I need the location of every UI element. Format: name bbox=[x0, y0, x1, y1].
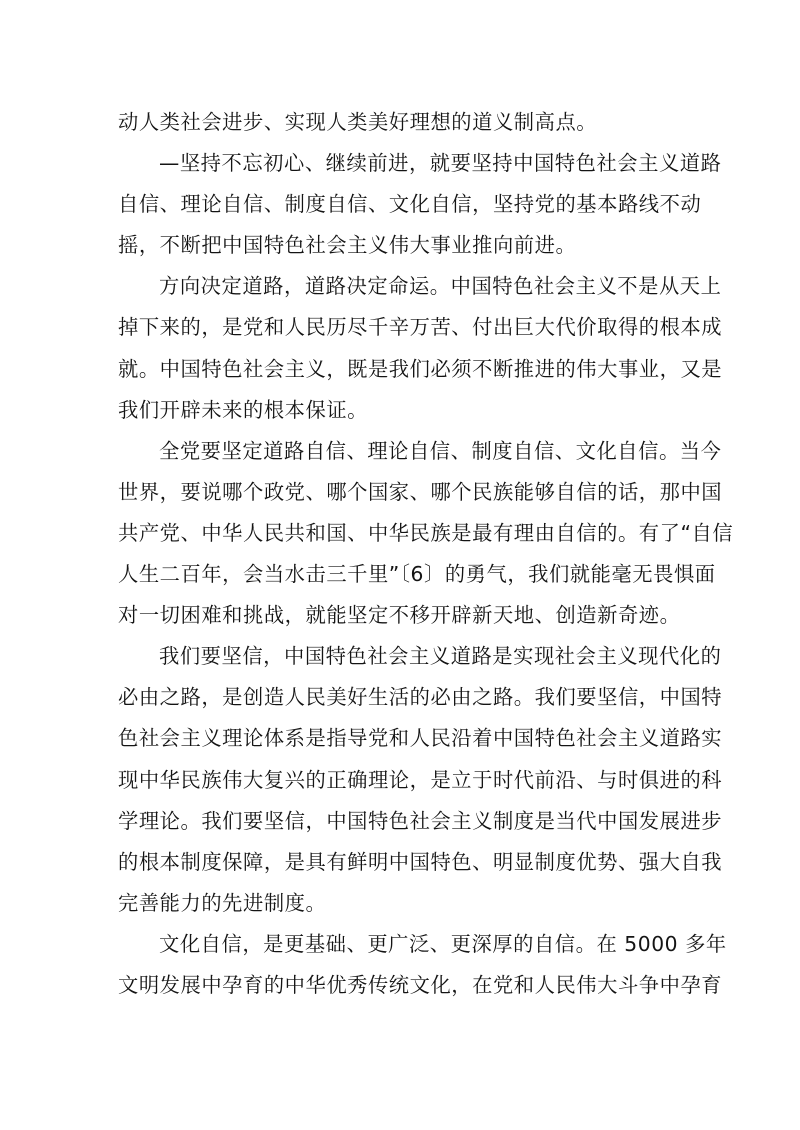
text-line: 完善能力的先进制度。 bbox=[118, 890, 327, 915]
paragraph-first-line: 我们要坚信，中国特色社会主义道路是实现社会主义现代化的 bbox=[159, 644, 722, 669]
text-line: 掉下来的，是党和人民历尽千辛万苦、付出巨大代价取得的根本成 bbox=[118, 315, 723, 340]
text-line: 对一切困难和挑战，就能坚定不移开辟新天地、创造新奇迹。 bbox=[118, 603, 681, 628]
text-line: 世界，要说哪个政党、哪个国家、哪个民族能够自信的话，那中国 bbox=[118, 479, 723, 504]
text-line: 我们开辟未来的根本保证。 bbox=[118, 397, 368, 422]
text-line: 摇，不断把中国特色社会主义伟大事业推向前进。 bbox=[118, 233, 577, 258]
text-line: 自信、理论自信、制度自信、文化自信，坚持党的基本路线不动 bbox=[118, 192, 702, 217]
body-text bbox=[118, 102, 734, 1006]
text-line: 动人类社会进步、实现人类美好理想的道义制高点。 bbox=[118, 110, 598, 134]
paragraph-first-line: —坚持不忘初心、继续前进，就要坚持中国特色社会主义道路 bbox=[159, 151, 722, 176]
text-line: 色社会主义理论体系是指导党和人民沿着中国特色社会主义道路实 bbox=[118, 726, 723, 751]
text-line: 必由之路，是创造人民美好生活的必由之路。我们要坚信，中国特 bbox=[118, 685, 723, 710]
paragraph-first-line: 全党要坚定道路自信、理论自信、制度自信、文化自信。当今 bbox=[159, 438, 722, 463]
text-line: 文明发展中孕育的中华优秀传统文化，在党和人民伟大斗争中孕育 bbox=[118, 972, 723, 997]
text-line: 的根本制度保障，是具有鲜明中国特色、明显制度优势、强大自我 bbox=[118, 849, 723, 874]
text-line: 学理论。我们要坚信，中国特色社会主义制度是当代中国发展进步 bbox=[118, 808, 723, 833]
text-line: 人生二百年，会当水击三千里”〔6〕的勇气，我们就能毫无畏惧面 bbox=[118, 562, 716, 587]
text-line: 共产党、中华人民共和国、中华民族是最有理由自信的。有了“自信 bbox=[118, 520, 734, 545]
paragraph-first-line: 文化自信，是更基础、更广泛、更深厚的自信。在 5000 多年 bbox=[159, 931, 727, 956]
text-line: 现中华民族伟大复兴的正确理论，是立于时代前沿、与时俱进的科 bbox=[118, 767, 723, 792]
text-line: 就。中国特色社会主义，既是我们必须不断推进的伟大事业，又是 bbox=[118, 356, 723, 381]
paragraph-first-line: 方向决定道路，道路决定命运。中国特色社会主义不是从天上 bbox=[159, 274, 722, 299]
